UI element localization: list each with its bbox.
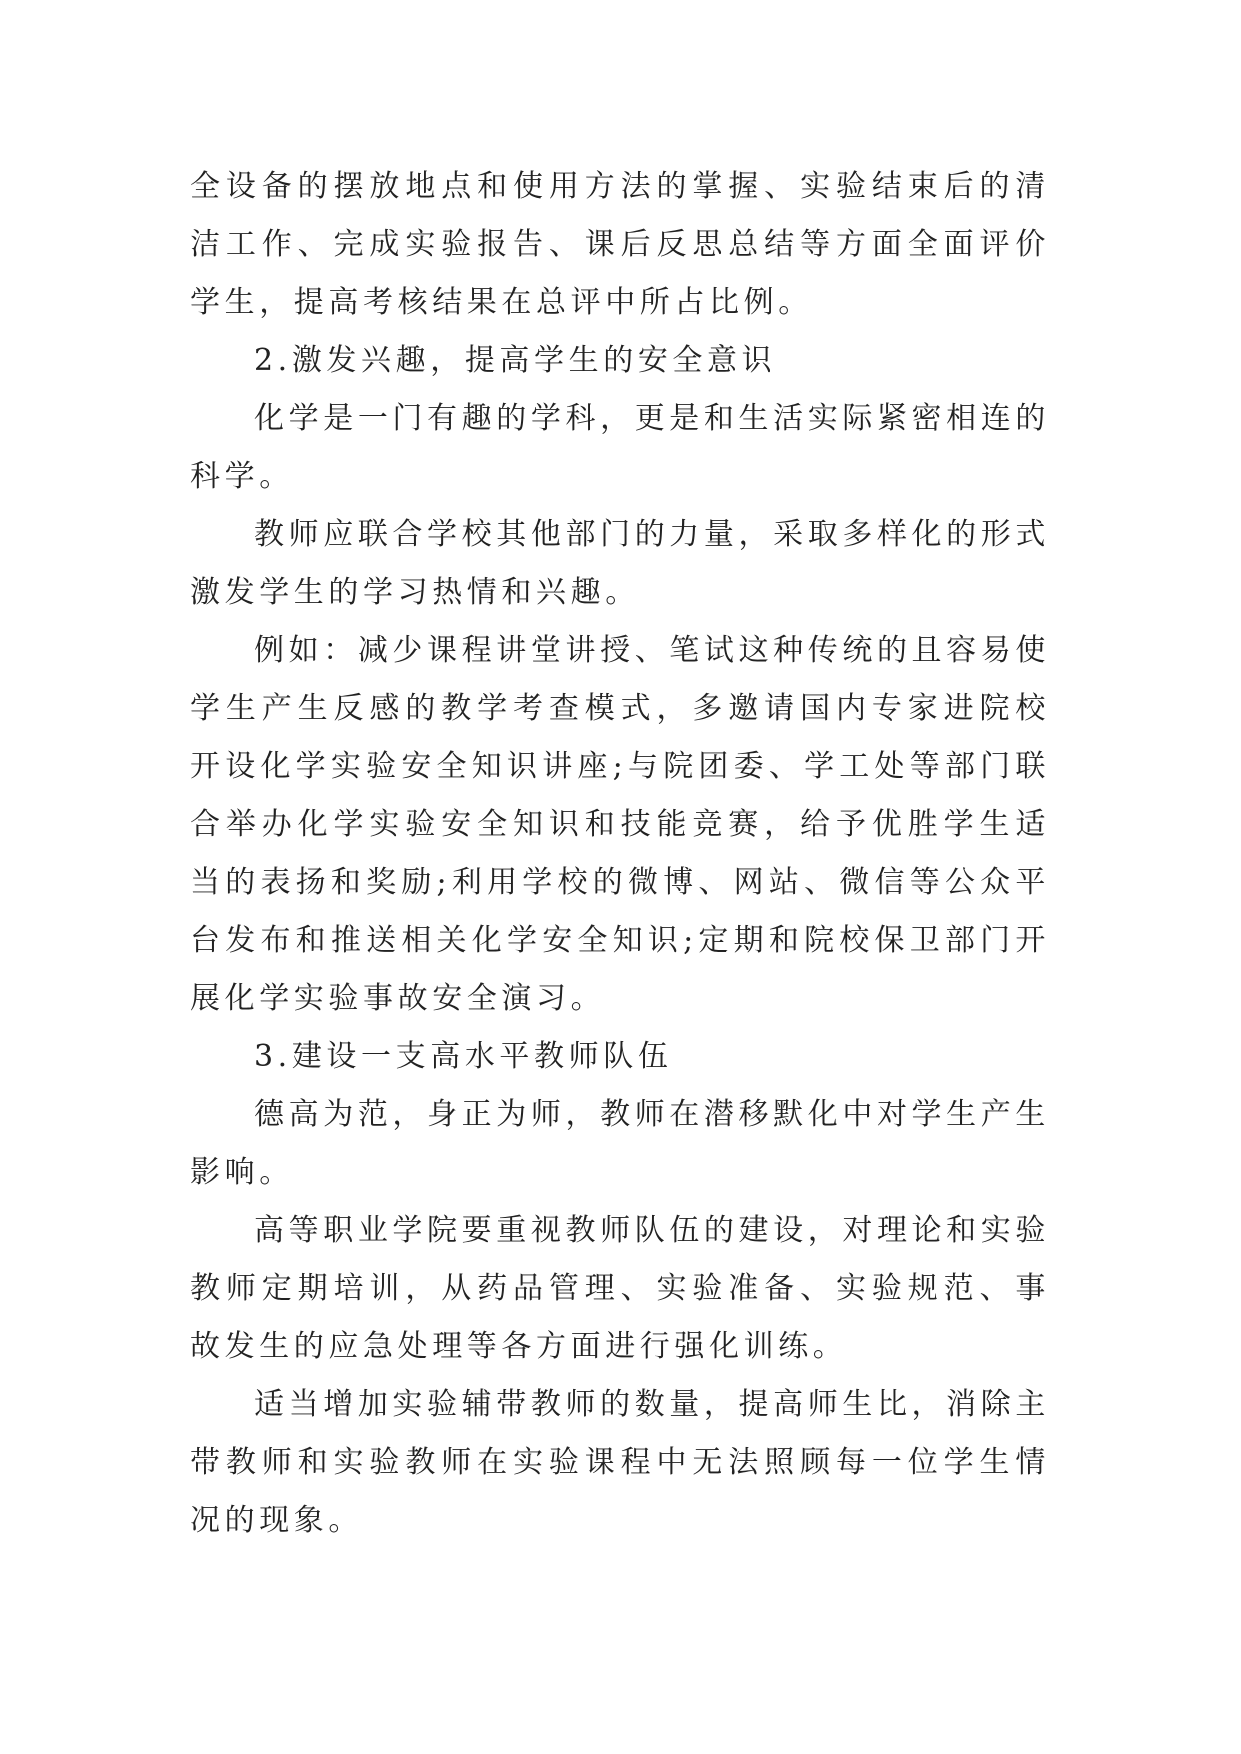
paragraph-continuation: 全设备的摆放地点和使用方法的掌握、实验结束后的清洁工作、完成实验报告、课后反思总结等方面全面评价学生，提高考核结果在总评中所占比例。 bbox=[190, 169, 1050, 320]
section-heading-3: 3.建设一支高水平教师队伍 bbox=[254, 1039, 673, 1074]
paragraph: 适当增加实验辅带教师的数量，提高师生比，消除主带教师和实验教师在实验课程中无法照顾每一位学生情况的现象。 bbox=[190, 1387, 1050, 1538]
section-heading-2: 2.激发兴趣，提高学生的安全意识 bbox=[254, 343, 777, 378]
paragraph: 化学是一门有趣的学科，更是和生活实际紧密相连的科学。 bbox=[190, 401, 1050, 494]
paragraph: 德高为范，身正为师，教师在潜移默化中对学生产生影响。 bbox=[190, 1097, 1050, 1190]
paragraph: 例如：减少课程讲堂讲授、笔试这种传统的且容易使学生产生反感的教学考查模式，多邀请国内专家进院校开设化学实验安全知识讲座;与院团委、学工处等部门联合举办化学实验安全知识和技能竞赛，给予优胜学生适当的表扬和奖励;利用学校的微博、网站、微信等公众平台发布和推送相关化学安全知识;定期和院校保卫部门开展化学实验事故安全演习。 bbox=[190, 633, 1050, 1016]
document-body bbox=[190, 158, 1050, 1550]
paragraph: 高等职业学院要重视教师队伍的建设，对理论和实验教师定期培训，从药品管理、实验准备、实验规范、事故发生的应急处理等各方面进行强化训练。 bbox=[190, 1213, 1050, 1364]
paragraph: 教师应联合学校其他部门的力量，采取多样化的形式激发学生的学习热情和兴趣。 bbox=[190, 517, 1050, 610]
